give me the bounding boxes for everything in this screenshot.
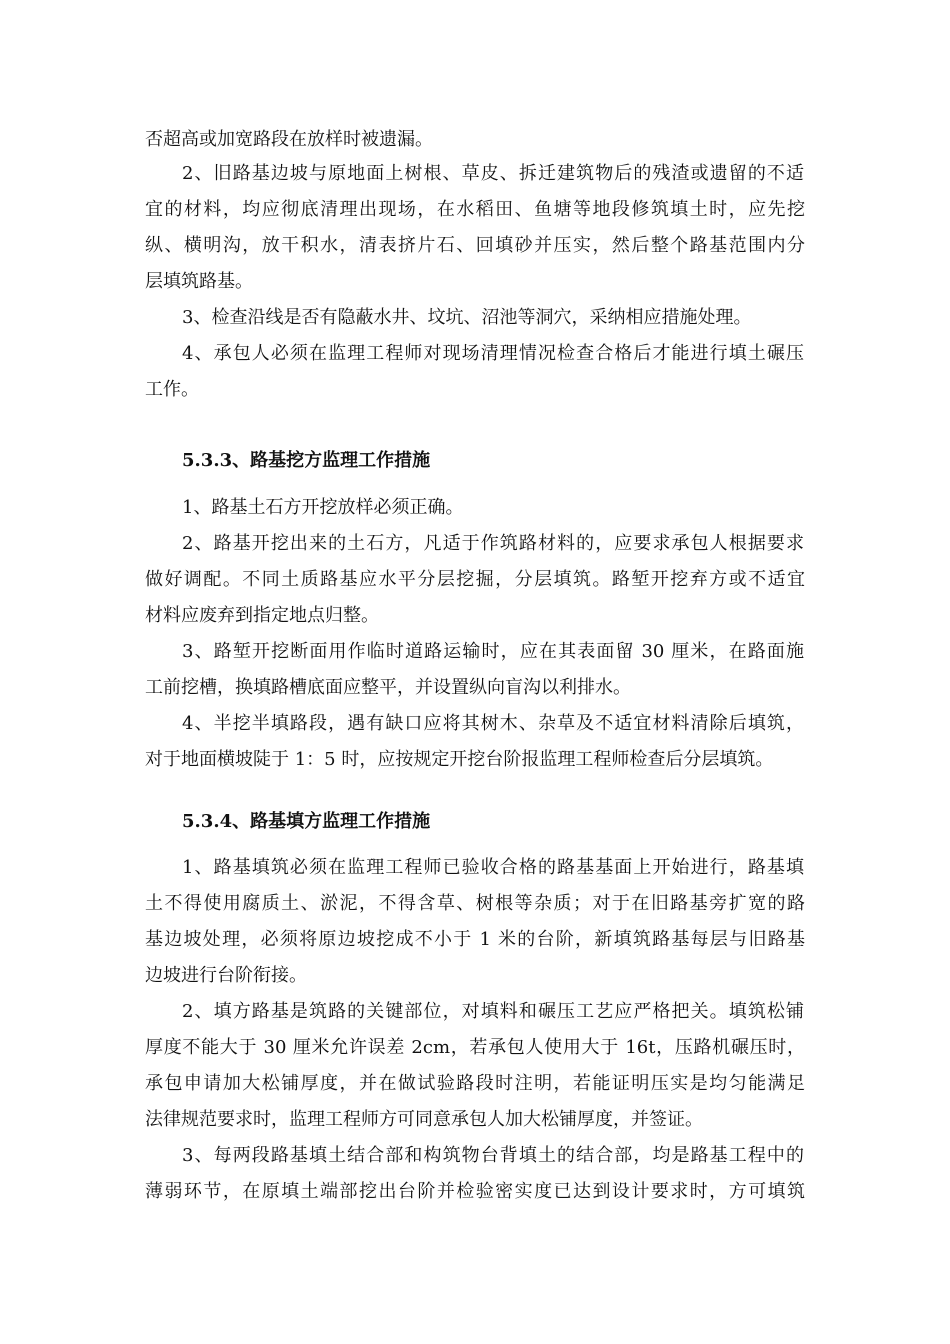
- paragraph-line: 1、路基填筑必须在监理工程师已验收合格的路基基面上开始进行，路基填: [182, 857, 804, 878]
- paragraph-line: 2、填方路基是筑路的关键部位，对填料和碾压工艺应严格把关。填筑松铺: [182, 1001, 804, 1022]
- paragraph-line: 工前挖槽，换填路槽底面应整平，并设置纵向盲沟以利排水。: [145, 677, 631, 698]
- paragraph-line: 对于地面横坡陡于 1：5 时，应按规定开挖台阶报监理工程师检查后分层填筑。: [145, 749, 774, 770]
- paragraph-line: 边坡进行台阶衔接。: [145, 965, 307, 986]
- paragraph-line: 3、每两段路基填土结合部和构筑物台背填土的结合部，均是路基工程中的: [182, 1145, 804, 1166]
- paragraph-line: 纵、横明沟，放干积水，清表挤片石、回填砂并压实，然后整个路基范围内分: [145, 235, 805, 256]
- paragraph-line: 法律规范要求时，监理工程师方可同意承包人加大松铺厚度，并签证。: [145, 1109, 703, 1130]
- paragraph-line: 3、检查沿线是否有隐蔽水井、坟坑、沼池等洞穴，采纳相应措施处理。: [182, 307, 752, 328]
- paragraph-line: 4、半挖半填路段，遇有缺口应将其树木、杂草及不适宜材料清除后填筑，: [182, 713, 804, 734]
- paragraph-line: 材料应废弃到指定地点归整。: [145, 605, 379, 626]
- paragraph-line: 否超高或加宽路段在放样时被遗漏。: [145, 129, 433, 150]
- paragraph-line: 承包申请加大松铺厚度，并在做试验路段时注明，若能证明压实是均匀能满足: [145, 1073, 805, 1094]
- paragraph-line: 工作。: [145, 379, 199, 400]
- section-heading-5-3-3: 5.3.3、路基挖方监理工作措施: [182, 450, 431, 471]
- paragraph-line: 层填筑路基。: [145, 271, 253, 292]
- paragraph-line: 2、旧路基边坡与原地面上树根、草皮、拆迁建筑物后的残渣或遗留的不适: [182, 163, 804, 184]
- paragraph-line: 2、路基开挖出来的土石方，凡适于作筑路材料的，应要求承包人根据要求: [182, 533, 804, 554]
- paragraph-line: 1、路基土石方开挖放样必须正确。: [182, 497, 464, 518]
- paragraph-line: 4、承包人必须在监理工程师对现场清理情况检查合格后才能进行填土碾压: [182, 343, 804, 364]
- paragraph-line: 薄弱环节，在原填土端部挖出台阶并检验密实度已达到设计要求时，方可填筑: [145, 1181, 805, 1202]
- paragraph-line: 土不得使用腐质土、淤泥，不得含草、树根等杂质；对于在旧路基旁扩宽的路: [145, 893, 805, 914]
- paragraph-line: 厚度不能大于 30 厘米允许误差 2cm，若承包人使用大于 16t，压路机碾压时，: [145, 1037, 805, 1058]
- paragraph-line: 基边坡处理，必须将原边坡挖成不小于 1 米的台阶，新填筑路基每层与旧路基: [145, 929, 805, 950]
- paragraph-line: 做好调配。不同土质路基应水平分层挖掘，分层填筑。路堑开挖弃方或不适宜: [145, 569, 805, 590]
- paragraph-line: 3、路堑开挖断面用作临时道路运输时，应在其表面留 30 厘米，在路面施: [182, 641, 804, 662]
- paragraph-line: 宜的材料，均应彻底清理出现场，在水稻田、鱼塘等地段修筑填土时，应先挖: [145, 199, 805, 220]
- section-heading-5-3-4: 5.3.4、路基填方监理工作措施: [182, 811, 431, 832]
